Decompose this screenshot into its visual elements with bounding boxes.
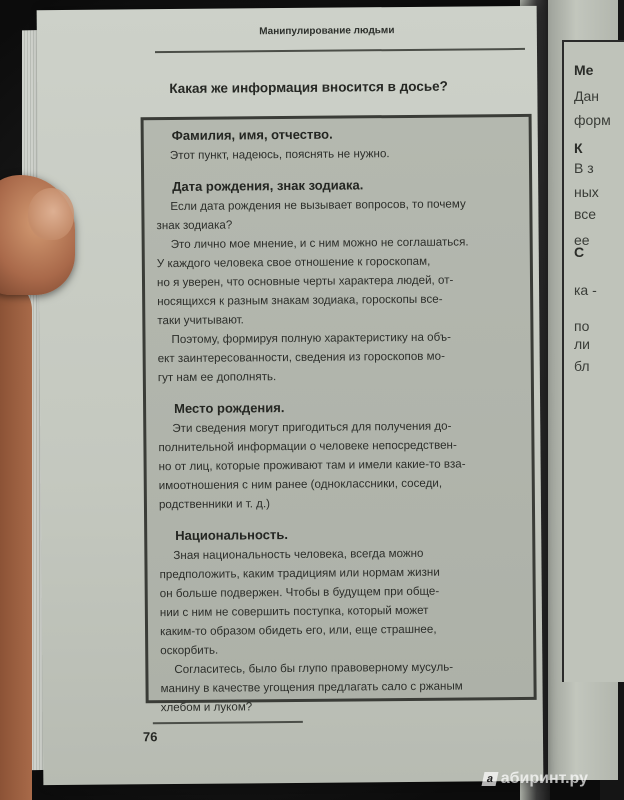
info-box: [141, 114, 537, 715]
header-rule: [155, 48, 525, 53]
watermark-text: абиринт.ру: [500, 770, 588, 787]
footer-rule: [153, 721, 303, 724]
text-line: оскорбить.: [160, 643, 219, 658]
text-line: таки учитывают.: [157, 313, 244, 328]
text-line: Зная национальность человека, всегда можно: [173, 546, 424, 563]
text-line: знак зодиака?: [156, 218, 233, 233]
hand-palm: [0, 280, 32, 800]
book-page: [37, 6, 544, 785]
next-page-fragment: ных: [574, 184, 599, 200]
text-line: он больше подвержен. Чтобы в будущем при обще-: [159, 584, 440, 601]
next-page-fragment: В з: [574, 160, 594, 176]
text-line: носящихся к разным знакам зодиака, гороскопы все-: [157, 292, 443, 309]
text-line: Это лично мое мнение, и с ним можно не соглашаться.: [170, 235, 469, 252]
next-page-fragment: С: [574, 244, 585, 260]
text-line: нии с ним не совершить поступка, который может: [159, 603, 429, 620]
thumbnail-nail: [28, 188, 74, 240]
next-page-fragment: по: [574, 318, 590, 334]
text-line: родственники и т. д.): [158, 497, 271, 512]
paragraph: [160, 657, 523, 717]
next-page-fragment: ли: [574, 336, 590, 352]
text-line: гут нам ее дополнять.: [157, 370, 277, 385]
text-line: имоотношения с ним ранее (одноклассники, соседи,: [158, 476, 443, 493]
block-title: Фамилия, имя, отчество.: [171, 126, 333, 144]
text-line: Если дата рождения не вызывает вопросов, то почему: [170, 197, 466, 214]
next-page: [548, 0, 618, 780]
paragraph: [157, 232, 521, 330]
paragraph: [157, 327, 520, 387]
text-line: Эти сведения могут пригодиться для получения до-: [172, 419, 452, 436]
next-page-fragment: все: [574, 206, 597, 222]
text-line: Этот пункт, надеюсь, пояснять не нужно.: [169, 147, 390, 163]
paragraph: [156, 194, 519, 235]
next-page-fragment: форм: [574, 112, 611, 128]
text-line: но от лиц, которые проживают там и имели какие-то вза-: [158, 457, 466, 474]
next-page-fragment: К: [574, 140, 583, 156]
paragraph: [158, 416, 522, 514]
next-page-frame: [562, 40, 624, 682]
text-line: Согласитесь, было бы глупо правоверному мусуль-: [174, 660, 454, 677]
text-line: хлебом и луком?: [160, 700, 253, 715]
block-title: Национальность.: [175, 527, 288, 544]
block-title: Дата рождения, знак зодиака.: [172, 177, 364, 195]
text-line: но я уверен, что основные черты характера людей, от-: [156, 273, 454, 290]
text-line: предположить, каким традициям или нормам жизни: [159, 565, 440, 582]
paragraph: [159, 543, 523, 660]
next-page-fragment: ее: [574, 232, 590, 248]
next-page-fragment: бл: [574, 358, 590, 374]
section-title: Какая же информация вносится в досье?: [169, 78, 448, 97]
text-line: ект заинтересованности, сведения из гороскопов мо-: [157, 349, 445, 366]
watermark-logo-icon: a: [481, 772, 498, 786]
info-box-content: [156, 125, 524, 717]
block-title: Место рождения.: [174, 400, 285, 417]
text-line: манину в качестве угощения предлагать сало с ржаным: [160, 679, 463, 696]
text-line: полнительной информации о человеке непосредствен-: [158, 438, 457, 455]
page-number: 76: [142, 729, 158, 745]
text-line: каким-то образом обидеть его, или, еще страшнее,: [159, 622, 437, 639]
watermark: [483, 770, 588, 788]
text-line: Поэтому, формируя полную характеристику на объ-: [171, 330, 451, 347]
next-page-fragment: Дан: [574, 88, 599, 104]
text-line: У каждого человека свое отношение к гороскопам,: [156, 254, 431, 271]
next-page-fragment: ка -: [574, 282, 597, 298]
running-header: Манипулирование людьми: [259, 25, 395, 38]
next-page-fragment: Ме: [574, 62, 594, 78]
